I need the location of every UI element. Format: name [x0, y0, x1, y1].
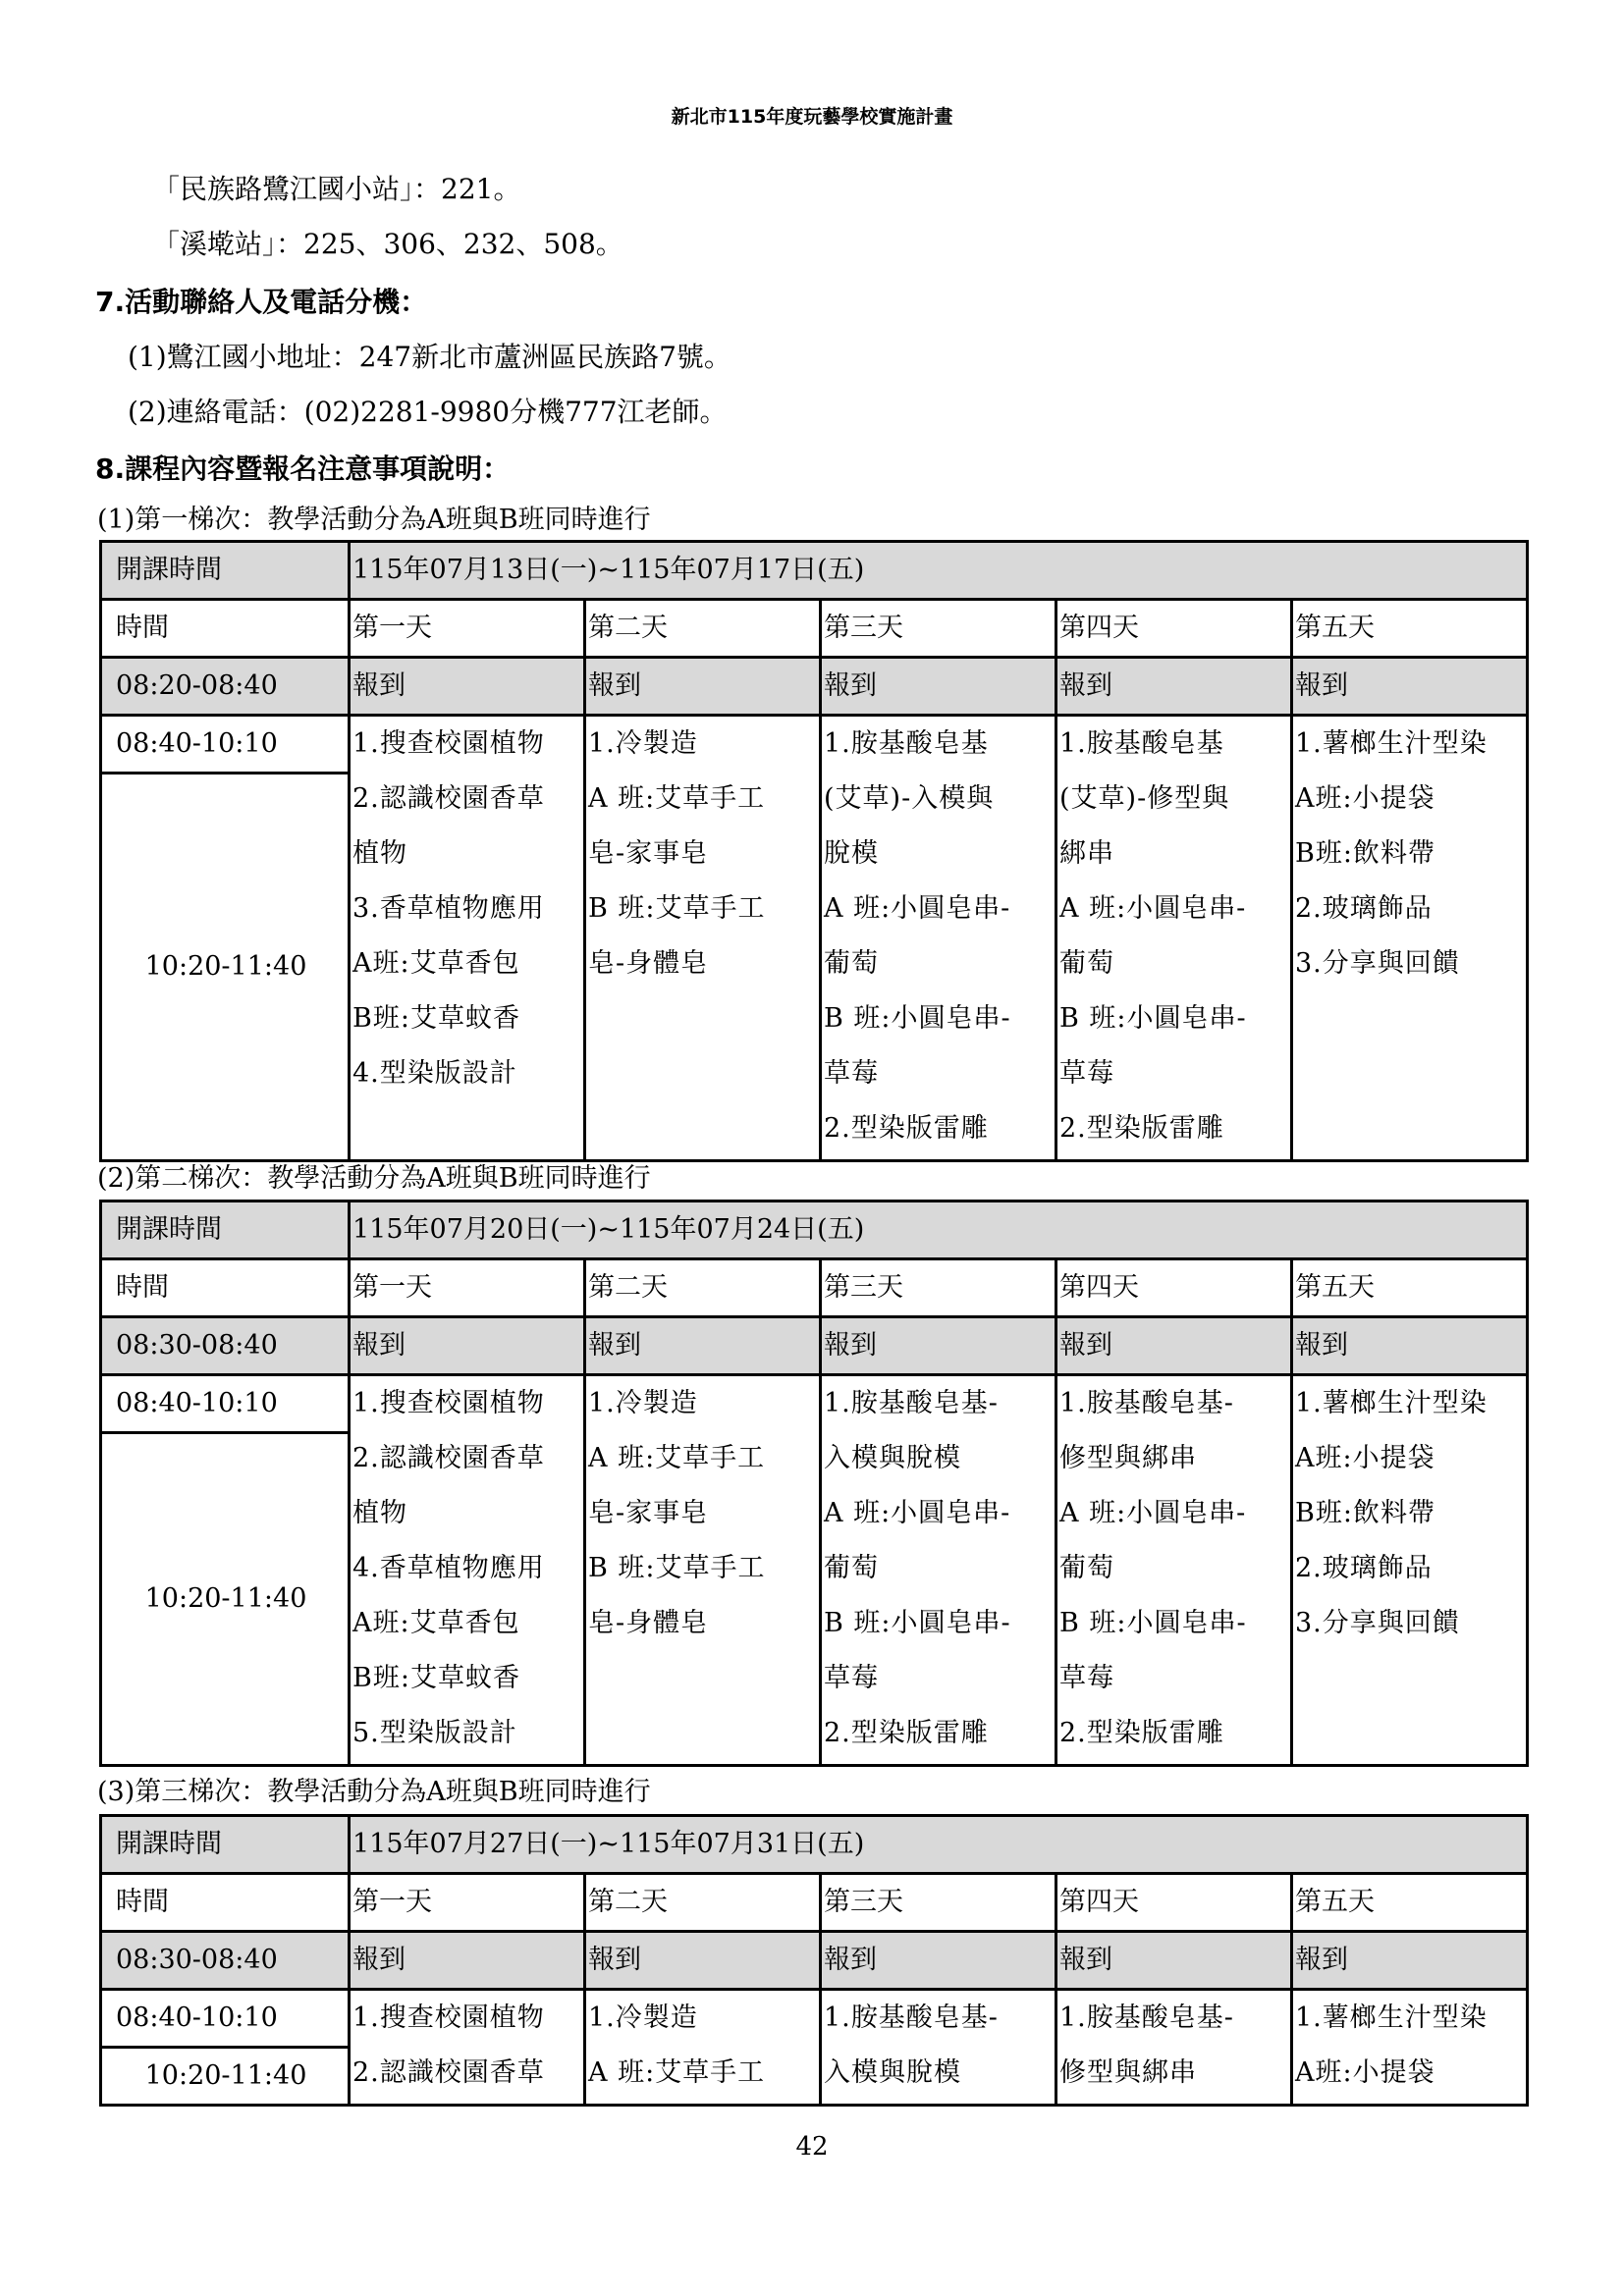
- section-8-heading: 8.課程內容暨報名注意事項說明：: [95, 453, 511, 485]
- activity-line: A班:艾草香包: [352, 1608, 520, 1638]
- activity-line: 3.分享與回饋: [1295, 948, 1460, 979]
- day-header: 第一天: [350, 1874, 585, 1932]
- document-header: 新北市115年度玩藝學校實施計畫: [671, 106, 953, 128]
- activity-line: 1.冷製造: [588, 1388, 698, 1418]
- activity-cell: [1056, 1990, 1292, 2106]
- period-label: 開課時間: [101, 1816, 350, 1874]
- slot1-time: 08:40-10:10: [101, 716, 350, 774]
- schedule-table-3: [99, 1814, 1529, 2107]
- activity-line: A班:小提袋: [1295, 1443, 1435, 1473]
- activity-line: B班:飲料帶: [1295, 838, 1435, 869]
- days-header-row: [101, 600, 1528, 658]
- activity-line: 2.玻璃飾品: [1295, 1553, 1433, 1583]
- activity-line: 入模與脫模: [824, 2057, 961, 2088]
- activity-line: B 班:小圓皂串-: [824, 1003, 1011, 1034]
- activity-line: 2.玻璃飾品: [1295, 893, 1433, 924]
- activity-line: 皂-家事皂: [588, 1498, 709, 1528]
- activity-line: 草莓: [1059, 1663, 1114, 1693]
- activity-line: A班:小提袋: [1295, 783, 1435, 814]
- schedule-table-2: [99, 1200, 1529, 1767]
- slot2-time: 10:20-11:40: [101, 774, 350, 1161]
- checkin-cell: 報到: [585, 1317, 821, 1375]
- activity-cell: [1292, 716, 1528, 1161]
- days-header-row: [101, 1874, 1528, 1932]
- checkin-cell: 報到: [821, 1317, 1056, 1375]
- checkin-time: 08:30-08:40: [101, 1932, 350, 1990]
- activity-line: A 班:小圓皂串-: [824, 1498, 1011, 1528]
- page-number: 42: [795, 2132, 829, 2162]
- time-label: 時間: [101, 1874, 350, 1932]
- activity-line: B班:艾草蚊香: [352, 1003, 520, 1034]
- activity-line: 修型與綁串: [1059, 2057, 1197, 2088]
- activity-line: A 班:艾草手工: [588, 783, 766, 814]
- activity-line: 5.型染版設計: [352, 1718, 517, 1748]
- activity-line: A 班:艾草手工: [588, 2057, 766, 2088]
- school-address: (1)鷺江國小地址：247新北市蘆洲區民族路7號。: [128, 341, 731, 373]
- activity-line: 2.型染版雷雕: [1059, 1113, 1224, 1144]
- activity-line: B 班:艾草手工: [588, 1553, 766, 1583]
- checkin-cell: 報到: [350, 1932, 585, 1990]
- activity-line: 修型與綁串: [1059, 1443, 1197, 1473]
- activity-line: 1.胺基酸皂基-: [1059, 1388, 1234, 1418]
- activity-line: 綁串: [1059, 838, 1114, 869]
- day-header: 第四天: [1056, 1259, 1292, 1317]
- section-7-heading: 7.活動聯絡人及電話分機：: [95, 286, 428, 318]
- activity-line: 草莓: [1059, 1058, 1114, 1089]
- day-header: 第五天: [1292, 1874, 1528, 1932]
- checkin-cell: 報到: [585, 658, 821, 716]
- activity-line: 1.薯榔生汁型染: [1295, 1388, 1488, 1418]
- activity-cell: [1056, 1375, 1292, 1766]
- activity-line: 1.胺基酸皂基: [1059, 728, 1224, 759]
- time-label: 時間: [101, 600, 350, 658]
- activity-line: 脫模: [824, 838, 879, 869]
- days-header-row: [101, 1259, 1528, 1317]
- contact-phone: (2)連絡電話：(02)2281-9980分機777江老師。: [128, 396, 728, 428]
- activity-line: (艾草)-修型與: [1059, 783, 1230, 814]
- activity-cell: [350, 1375, 585, 1766]
- activity-line: 入模與脫模: [824, 1443, 961, 1473]
- slot2-time: 10:20-11:40: [101, 2048, 350, 2106]
- period-value: 115年07月27日(一)~115年07月31日(五): [350, 1816, 1528, 1874]
- activity-line: 1.冷製造: [588, 728, 698, 759]
- activity-line: 1.薯榔生汁型染: [1295, 728, 1488, 759]
- activity-cell: [1056, 716, 1292, 1161]
- activity-row: [101, 1990, 1528, 2048]
- activity-cell: [585, 1375, 821, 1766]
- period-value: 115年07月20日(一)~115年07月24日(五): [350, 1201, 1528, 1259]
- day-header: 第一天: [350, 600, 585, 658]
- period-row: [101, 1201, 1528, 1259]
- day-header: 第四天: [1056, 1874, 1292, 1932]
- activity-line: 葡萄: [824, 948, 879, 979]
- activity-line: 1.搜查校園植物: [352, 728, 545, 759]
- activity-line: 葡萄: [824, 1553, 879, 1583]
- activity-line: 皂-家事皂: [588, 838, 709, 869]
- day-header: 第二天: [585, 600, 821, 658]
- checkin-cell: 報到: [1292, 658, 1528, 716]
- slot2-time: 10:20-11:40: [101, 1433, 350, 1766]
- activity-line: 2.認識校園香草: [352, 783, 545, 814]
- activity-line: B 班:艾草手工: [588, 893, 766, 924]
- checkin-cell: 報到: [1056, 658, 1292, 716]
- activity-line: B班:飲料帶: [1295, 1498, 1435, 1528]
- period-label: 開課時間: [101, 542, 350, 600]
- activity-line: 植物: [352, 1498, 407, 1528]
- day-header: 第二天: [585, 1874, 821, 1932]
- activity-line: B班:艾草蚊香: [352, 1663, 520, 1693]
- activity-line: A 班:艾草手工: [588, 1443, 766, 1473]
- activity-line: A 班:小圓皂串-: [1059, 893, 1247, 924]
- bus-line-2: 「溪墘站」：225、306、232、508。: [152, 228, 623, 260]
- activity-line: 草莓: [824, 1663, 879, 1693]
- activity-line: B 班:小圓皂串-: [1059, 1608, 1247, 1638]
- bus-line-1: 「民族路鷺江國小站」：221。: [152, 173, 521, 205]
- day-header: 第三天: [821, 1259, 1056, 1317]
- activity-line: 1.胺基酸皂基-: [1059, 2002, 1234, 2033]
- day-header: 第三天: [821, 600, 1056, 658]
- activity-line: 1.搜查校園植物: [352, 1388, 545, 1418]
- activity-line: A 班:小圓皂串-: [824, 893, 1011, 924]
- checkin-cell: 報到: [821, 1932, 1056, 1990]
- activity-cell: [585, 1990, 821, 2106]
- day-header: 第四天: [1056, 600, 1292, 658]
- activity-line: B 班:小圓皂串-: [1059, 1003, 1247, 1034]
- schedule-table-1: [99, 540, 1529, 1162]
- slot1-time: 08:40-10:10: [101, 1375, 350, 1433]
- activity-cell: [350, 1990, 585, 2106]
- checkin-time: 08:30-08:40: [101, 1317, 350, 1375]
- activity-row: [101, 1375, 1528, 1433]
- period-row: [101, 1816, 1528, 1874]
- activity-line: 1.胺基酸皂基-: [824, 1388, 999, 1418]
- checkin-row: [101, 658, 1528, 716]
- activity-line: 1.冷製造: [588, 2002, 698, 2033]
- day-header: 第一天: [350, 1259, 585, 1317]
- activity-line: 1.胺基酸皂基: [824, 728, 989, 759]
- period-label: 開課時間: [101, 1201, 350, 1259]
- activity-cell: [821, 1375, 1056, 1766]
- checkin-cell: 報到: [1292, 1317, 1528, 1375]
- activity-cell: [350, 716, 585, 1161]
- day-header: 第五天: [1292, 600, 1528, 658]
- activity-line: 2.型染版雷雕: [1059, 1718, 1224, 1748]
- activity-line: (艾草)-入模與: [824, 783, 995, 814]
- time-label: 時間: [101, 1259, 350, 1317]
- activity-cell: [1292, 1375, 1528, 1766]
- checkin-cell: 報到: [350, 1317, 585, 1375]
- checkin-cell: 報到: [585, 1932, 821, 1990]
- period-value: 115年07月13日(一)~115年07月17日(五): [350, 542, 1528, 600]
- activity-line: 皂-身體皂: [588, 1608, 709, 1638]
- activity-line: 2.認識校園香草: [352, 1443, 545, 1473]
- table-caption: (1)第一梯次：教學活動分為A班與B班同時進行: [97, 505, 651, 535]
- activity-line: 葡萄: [1059, 1553, 1114, 1583]
- checkin-cell: 報到: [350, 658, 585, 716]
- checkin-row: [101, 1317, 1528, 1375]
- activity-line: A班:艾草香包: [352, 948, 520, 979]
- day-header: 第二天: [585, 1259, 821, 1317]
- table-caption: (3)第三梯次：教學活動分為A班與B班同時進行: [97, 1777, 651, 1807]
- activity-cell: [821, 716, 1056, 1161]
- activity-line: 1.搜查校園植物: [352, 2002, 545, 2033]
- day-header: 第五天: [1292, 1259, 1528, 1317]
- activity-row: [101, 716, 1528, 774]
- activity-line: 1.薯榔生汁型染: [1295, 2002, 1488, 2033]
- checkin-time: 08:20-08:40: [101, 658, 350, 716]
- activity-line: 草莓: [824, 1058, 879, 1089]
- activity-cell: [1292, 1990, 1528, 2106]
- activity-cell: [585, 716, 821, 1161]
- activity-line: 皂-身體皂: [588, 948, 709, 979]
- activity-line: A班:小提袋: [1295, 2057, 1435, 2088]
- activity-cell: [821, 1990, 1056, 2106]
- activity-line: 葡萄: [1059, 948, 1114, 979]
- activity-line: 植物: [352, 838, 407, 869]
- checkin-cell: 報到: [1056, 1317, 1292, 1375]
- activity-line: 2.型染版雷雕: [824, 1718, 989, 1748]
- activity-line: 3.分享與回饋: [1295, 1608, 1460, 1638]
- activity-line: 4.香草植物應用: [352, 1553, 545, 1583]
- activity-line: A 班:小圓皂串-: [1059, 1498, 1247, 1528]
- activity-line: 4.型染版設計: [352, 1058, 517, 1089]
- activity-line: 2.認識校園香草: [352, 2057, 545, 2088]
- period-row: [101, 542, 1528, 600]
- checkin-cell: 報到: [821, 658, 1056, 716]
- checkin-cell: 報到: [1056, 1932, 1292, 1990]
- activity-line: B 班:小圓皂串-: [824, 1608, 1011, 1638]
- checkin-cell: 報到: [1292, 1932, 1528, 1990]
- activity-line: 3.香草植物應用: [352, 893, 545, 924]
- activity-line: 2.型染版雷雕: [824, 1113, 989, 1144]
- slot1-time: 08:40-10:10: [101, 1990, 350, 2048]
- checkin-row: [101, 1932, 1528, 1990]
- activity-line: 1.胺基酸皂基-: [824, 2002, 999, 2033]
- day-header: 第三天: [821, 1874, 1056, 1932]
- table-caption: (2)第二梯次：教學活動分為A班與B班同時進行: [97, 1163, 651, 1194]
